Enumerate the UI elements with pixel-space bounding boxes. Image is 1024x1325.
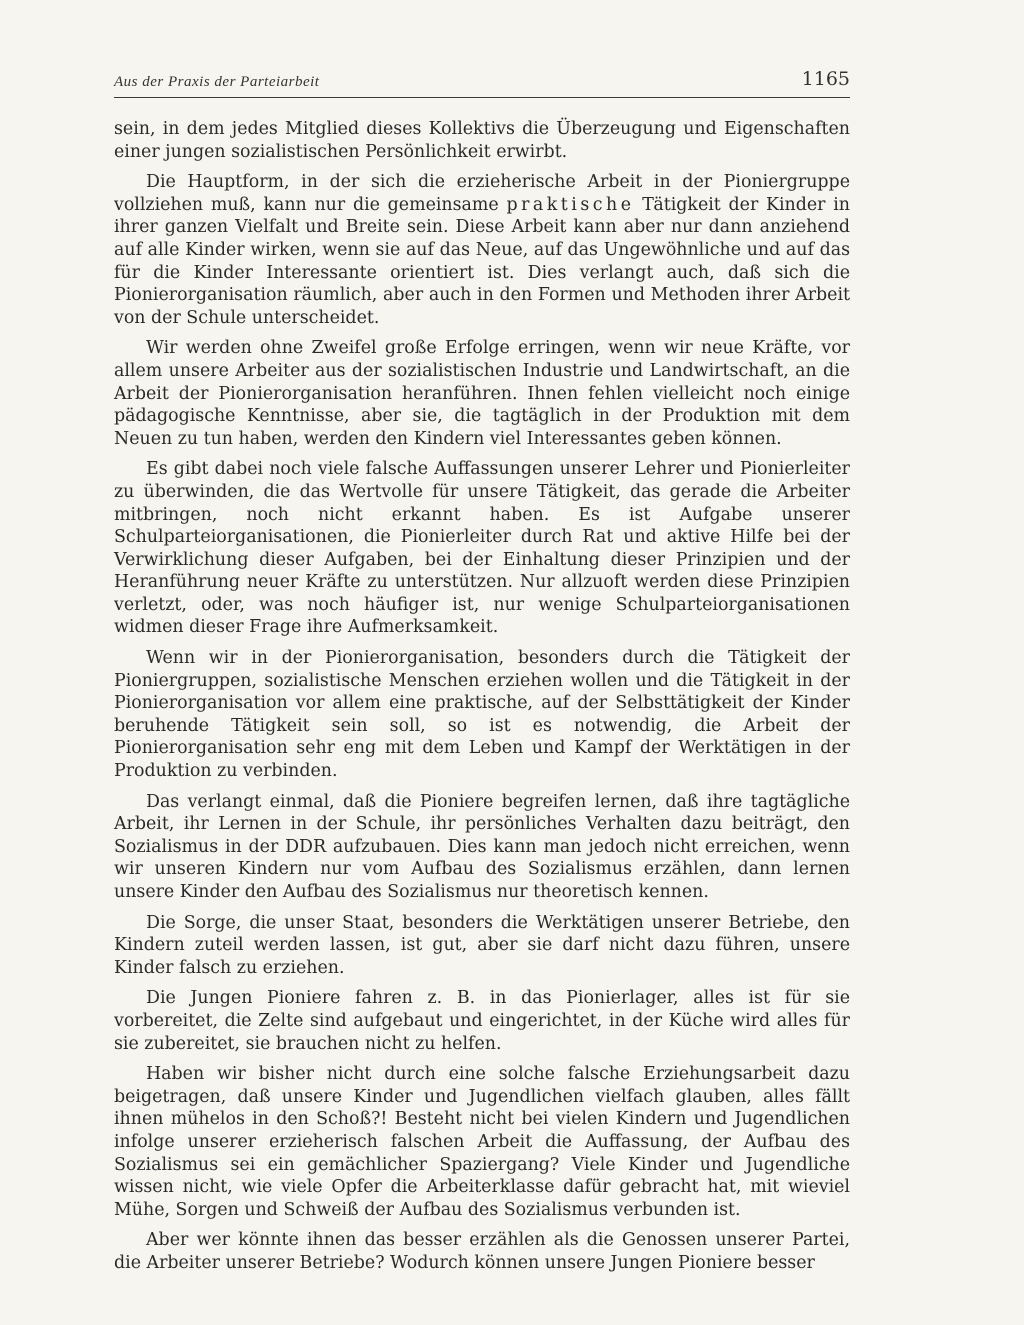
page-number: 1165 <box>801 68 850 90</box>
paragraph-4: Es gibt dabei noch viele falsche Auffassungen unserer Lehrer und Pionierleiter zu überwinden, die das Wertvolle für unsere Tätigkeit, das gerade die Arbeiter mitbringen, noch nicht erkannt haben. Es ist Aufgabe unserer Schulparteiorganisationen, die Pionierleiter durch Rat und aktive Hilfe bei der Verwirklichung dieser Aufgaben, bei der Einhaltung dieser Prinzipien und der Heranführung neuer Kräfte zu unterstützen. Nur allzuoft werden diese Prinzipien verletzt, oder, was noch häufiger ist, nur wenige Schulparteiorganisationen widmen dieser Frage ihre Aufmerksamkeit. <box>114 459 850 638</box>
paragraph-2-start: Die Hauptform, in der sich die erzieherische Arbeit in der Pioniergruppe vollziehen muß, kann nur die gemeinsame <box>114 172 850 215</box>
paragraph-2 <box>114 171 850 329</box>
paragraph-3: Wir werden ohne Zweifel große Erfolge erringen, wenn wir neue Kräfte, vor allem unsere Arbeiter aus der sozialistischen Industrie und Landwirtschaft, an die Arbeit der Pionierorganisation heranführen. Ihnen fehlen vielleicht noch einige pädagogische Kenntnisse, aber sie, die tagtäglich in der Produktion mit dem Neuen zu tun haben, werden den Kindern viel Interessantes geben können. <box>114 338 850 449</box>
paragraph-6: Das verlangt einmal, daß die Pioniere begreifen lernen, daß ihre tagtägliche Arbeit, ihr Lernen in der Schule, ihr persönliches Verhalten dazu beiträgt, den Sozialismus in der DDR aufzubauen. Dies kann man jedoch nicht erreichen, wenn wir unseren Kindern nur vom Aufbau des Sozialismus erzählen, dann lernen unsere Kinder den Aufbau des Sozialismus nur theoretisch kennen. <box>114 791 850 902</box>
running-head: Aus der Praxis der Parteiarbeit <box>114 74 320 90</box>
paragraph-7: Die Sorge, die unser Staat, besonders die Werktätigen unserer Betriebe, den Kindern zuteil werden lassen, ist gut, aber sie darf nicht dazu führen, unsere Kinder falsch zu erziehen. <box>114 912 850 978</box>
paragraph-2-end: Tätigkeit der Kinder in ihrer ganzen Vielfalt und Breite sein. Diese Arbeit kann aber nur dann anziehend auf alle Kinder wirken, wenn sie auf das Neue, auf das Ungewöhnliche und auf das für die Kinder Interessante orientiert ist. Dies verlangt auch, daß sich die Pionierorganisation räumlich, aber auch in den Formen und Methoden ihrer Arbeit von der Schule unterscheidet. <box>114 194 850 328</box>
paragraph-9: Haben wir bisher nicht durch eine solche falsche Erziehungsarbeit dazu beigetragen, daß unsere Kinder und Jugendlichen vielfach glauben, alles fällt ihnen mühelos in den Schoß?! Besteht nicht bei vielen Kindern und Jugendlichen infolge unserer erzieherisch falschen Arbeit die Auffassung, der Aufbau des Sozialismus sei ein gemächlicher Spaziergang? Viele Kinder und Jugendliche wissen nicht, wie viele Opfer die Arbeiterklasse dafür gebracht hat, mit wieviel Mühe, Sorgen und Schweiß der Aufbau des Sozialismus verbunden ist. <box>114 1064 850 1220</box>
body-text <box>114 118 850 1283</box>
paragraph-5: Wenn wir in der Pionierorganisation, besonders durch die Tätigkeit der Pioniergruppen, sozialistische Menschen erziehen wollen und die Tätigkeit in der Pionierorganisation vor allem eine praktische, auf der Selbsttätigkeit der Kinder beruhende Tätigkeit sein soll, so ist es notwendig, die Arbeit der Pionierorganisation sehr eng mit dem Leben und Kampf der Werktätigen in der Produktion zu verbinden. <box>114 648 850 782</box>
paragraph-1: sein, in dem jedes Mitglied dieses Kollektivs die Überzeugung und Eigenschaften einer jungen sozialistischen Persönlichkeit erwirbt. <box>114 119 850 162</box>
paragraph-10: Aber wer könnte ihnen das besser erzählen als die Genossen unserer Partei, die Arbeiter unserer Betriebe? Wodurch können unsere Jungen Pioniere besser <box>114 1230 850 1273</box>
page-header <box>114 68 850 98</box>
paragraph-8: Die Jungen Pioniere fahren z. B. in das Pionierlager, alles ist für sie vorbereitet, die Zelte sind aufgebaut und eingerichtet, in der Küche wird alles für sie zubereitet, sie brauchen nicht zu helfen. <box>114 988 850 1054</box>
emphasized-word: praktische <box>506 194 635 215</box>
header-rule <box>114 97 850 98</box>
